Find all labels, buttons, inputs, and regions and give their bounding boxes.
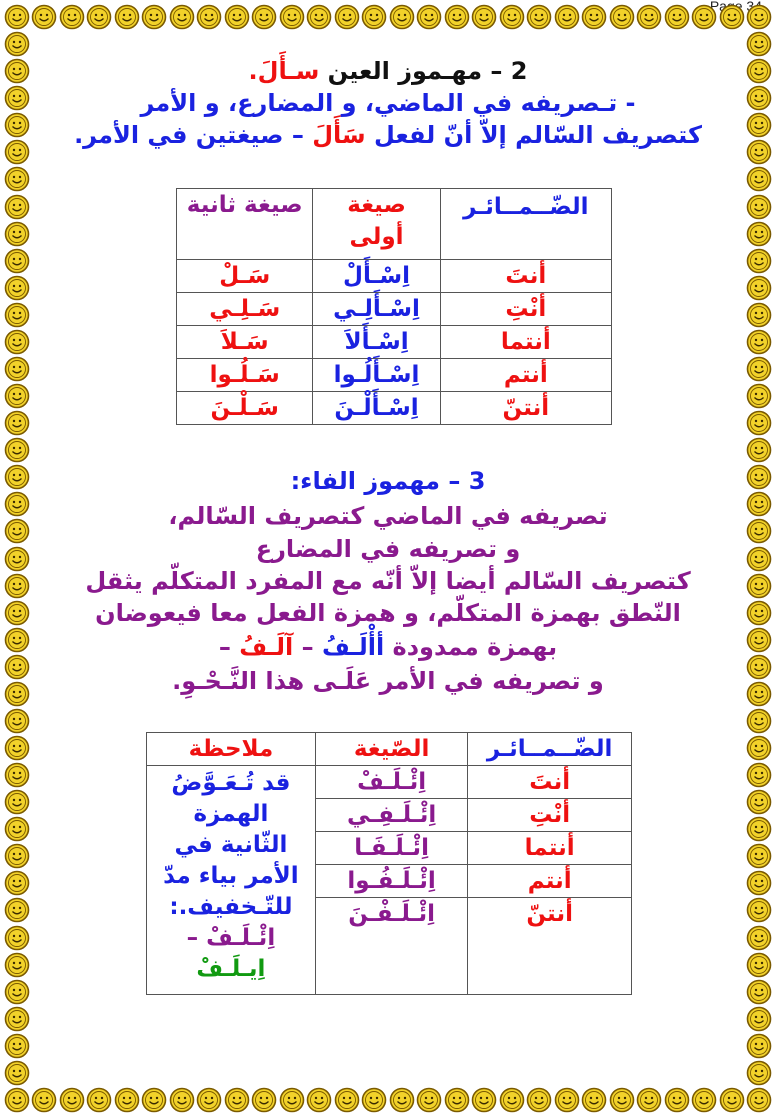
smiley-face-icon bbox=[746, 681, 772, 707]
smiley-face-icon bbox=[746, 979, 772, 1005]
section3-line3: كتصريف السّالم أيضا إلاّ أنّه مع المفرد المتكلّم يثقل bbox=[85, 567, 691, 595]
form1-cell: اِسْـأَلاَ bbox=[313, 326, 440, 359]
pronoun-cell: أنتم bbox=[440, 359, 611, 392]
section3-heading: 3 – مهموز الفاء: bbox=[290, 467, 486, 495]
smiley-face-icon bbox=[4, 735, 30, 761]
smiley-face-icon bbox=[746, 31, 772, 57]
smiley-face-icon bbox=[746, 166, 772, 192]
smiley-face-icon bbox=[746, 464, 772, 490]
smiley-face-icon bbox=[746, 816, 772, 842]
smiley-face-icon bbox=[4, 681, 30, 707]
form-cell: اِئْـلَـفُـوا bbox=[315, 865, 467, 898]
smiley-face-icon bbox=[4, 897, 30, 923]
smiley-face-icon bbox=[746, 383, 772, 409]
form2-cell: سَـلِـي bbox=[177, 293, 313, 326]
smiley-face-icon bbox=[4, 4, 30, 30]
col-pronouns: الضّــمــائـر bbox=[440, 189, 611, 260]
smiley-face-icon bbox=[4, 302, 30, 328]
line3-verb: سَأَلَ bbox=[312, 121, 366, 149]
form-cell: اِئْـلَـفْ bbox=[315, 766, 467, 799]
smiley-face-icon bbox=[4, 194, 30, 220]
smiley-face-icon bbox=[746, 194, 772, 220]
smiley-face-icon bbox=[4, 464, 30, 490]
smiley-face-icon bbox=[4, 221, 30, 247]
smiley-face-icon bbox=[746, 708, 772, 734]
smiley-face-icon bbox=[4, 1087, 30, 1113]
smiley-face-icon bbox=[4, 31, 30, 57]
smiley-face-icon bbox=[746, 437, 772, 463]
smiley-face-icon bbox=[746, 329, 772, 355]
note-line: الهمزة bbox=[193, 801, 269, 827]
form-cell: اِئْـلَـفَـا bbox=[315, 832, 467, 865]
form-cell: اِئْـلَـفْـنَ bbox=[315, 898, 467, 995]
note-cell bbox=[147, 766, 316, 995]
smiley-face-icon bbox=[746, 275, 772, 301]
smiley-face-icon bbox=[4, 518, 30, 544]
pronoun-cell: أنتم bbox=[468, 865, 632, 898]
form1-cell: اِسْـأَلِـي bbox=[313, 293, 440, 326]
pronoun-cell: أنْتِ bbox=[440, 293, 611, 326]
pronoun-cell: أنتما bbox=[468, 832, 632, 865]
section3-line1: تصريفه في الماضي كتصريف السّالم، bbox=[168, 502, 608, 530]
smiley-face-icon bbox=[4, 627, 30, 653]
smiley-face-icon bbox=[4, 789, 30, 815]
col-form-2: صيغة ثانية bbox=[177, 189, 313, 260]
smiley-face-icon bbox=[4, 708, 30, 734]
smiley-face-icon bbox=[746, 789, 772, 815]
note-line: للتّـخفيف.: bbox=[169, 894, 293, 920]
smiley-face-icon bbox=[4, 491, 30, 517]
pronoun-cell: أنتنّ bbox=[440, 392, 611, 425]
smiley-face-icon bbox=[4, 1060, 30, 1086]
smiley-face-icon bbox=[4, 383, 30, 409]
smiley-face-icon bbox=[4, 58, 30, 84]
table-header-row bbox=[147, 733, 632, 766]
line3-text-b: – صيغتين في الأمر. bbox=[74, 121, 313, 149]
note-line: قد تُـعَـوَّضُ bbox=[171, 770, 291, 796]
smiley-face-icon bbox=[746, 491, 772, 517]
table-row bbox=[147, 766, 632, 799]
pronoun-cell: أنْتِ bbox=[468, 799, 632, 832]
heading-text: 2 – مهـموز العين bbox=[319, 57, 528, 85]
smiley-face-icon bbox=[4, 356, 30, 382]
form2-cell: سَـلاَ bbox=[177, 326, 313, 359]
col-pronouns: الضّــمــائـر bbox=[468, 733, 632, 766]
smiley-face-icon bbox=[746, 627, 772, 653]
section3-line2: و تصريفه في المضارع bbox=[255, 535, 521, 563]
line3-text-a: كتصريف السّالم إلاّ أنّ لفعل bbox=[365, 121, 702, 149]
pronoun-cell: أنتَ bbox=[440, 260, 611, 293]
form2-cell: سَـلْـنَ bbox=[177, 392, 313, 425]
col-note: ملاحظة bbox=[147, 733, 316, 766]
smiley-face-icon bbox=[746, 58, 772, 84]
smiley-face-icon bbox=[4, 275, 30, 301]
smiley-face-icon bbox=[4, 952, 30, 978]
form2-cell: سَـلُـوا bbox=[177, 359, 313, 392]
smiley-face-icon bbox=[4, 762, 30, 788]
pronoun-cell: أنتما bbox=[440, 326, 611, 359]
line5-form-b: آلَـفُ bbox=[239, 633, 294, 661]
smiley-face-icon bbox=[4, 1033, 30, 1059]
smiley-face-icon bbox=[746, 248, 772, 274]
smiley-face-icon bbox=[746, 870, 772, 896]
smiley-face-icon bbox=[4, 843, 30, 869]
smiley-face-icon bbox=[4, 410, 30, 436]
note-line: الثّانية في bbox=[174, 832, 288, 858]
smiley-face-icon bbox=[4, 437, 30, 463]
smiley-face-icon bbox=[746, 1087, 772, 1113]
smiley-face-icon bbox=[746, 762, 772, 788]
smiley-face-icon bbox=[4, 248, 30, 274]
col-form: الصّيغة bbox=[315, 733, 467, 766]
smiley-face-icon bbox=[4, 329, 30, 355]
conjugation-table-2 bbox=[146, 732, 632, 995]
note-example-a: اِئْـلَـفْ – bbox=[186, 925, 276, 951]
form1-cell: اِسْـأَلْـنَ bbox=[313, 392, 440, 425]
smiley-face-icon bbox=[746, 1033, 772, 1059]
smiley-face-icon bbox=[746, 1006, 772, 1032]
smiley-face-icon bbox=[746, 843, 772, 869]
smiley-face-icon bbox=[4, 925, 30, 951]
smiley-face-icon bbox=[4, 85, 30, 111]
note-line: الأمر بياء مدّ bbox=[163, 863, 299, 889]
smiley-face-icon bbox=[746, 302, 772, 328]
line5-dash: – bbox=[293, 633, 322, 661]
smiley-face-icon bbox=[4, 166, 30, 192]
smiley-face-icon bbox=[4, 979, 30, 1005]
form1-cell: اِسْـأَلُـوا bbox=[313, 359, 440, 392]
pronoun-cell: أنتَ bbox=[468, 766, 632, 799]
section2-line2: - تـصريفه في الماضي، و المضارع، و الأمر bbox=[140, 89, 636, 117]
section3-line4: النّطق بهمزة المتكلّم، و همزة الفعل معا فيعوضان bbox=[95, 599, 681, 627]
smiley-face-icon bbox=[4, 654, 30, 680]
section3-line5 bbox=[36, 632, 740, 662]
smiley-face-icon bbox=[746, 85, 772, 111]
smiley-face-icon bbox=[746, 221, 772, 247]
smiley-face-icon bbox=[4, 816, 30, 842]
form-cell: اِئْـلَـفِـي bbox=[315, 799, 467, 832]
smiley-face-icon bbox=[746, 654, 772, 680]
form2-cell: سَـلْ bbox=[177, 260, 313, 293]
form1-cell: اِسْـأَلْ bbox=[313, 260, 440, 293]
smiley-face-icon bbox=[4, 1006, 30, 1032]
smiley-face-icon bbox=[746, 356, 772, 382]
smiley-face-icon bbox=[746, 735, 772, 761]
line5-form-a: أأْلَـفُ bbox=[321, 633, 385, 661]
smiley-face-icon bbox=[746, 518, 772, 544]
heading-verb: سـأَلَ. bbox=[248, 57, 320, 85]
smiley-face-icon bbox=[746, 410, 772, 436]
col-form-1: صيغة أولى bbox=[313, 189, 440, 260]
pronoun-cell: أنتنّ bbox=[468, 898, 632, 995]
line5-dash-2: – bbox=[218, 633, 240, 661]
line5-text: بهمزة ممدودة bbox=[384, 633, 558, 661]
smiley-face-icon bbox=[746, 897, 772, 923]
smiley-face-icon bbox=[746, 1060, 772, 1086]
smiley-face-icon bbox=[746, 925, 772, 951]
smiley-face-icon bbox=[4, 870, 30, 896]
section3-line6: و تصريفه في الأمر عَلَـى هذا النَّـحْـوِ. bbox=[172, 667, 604, 695]
smiley-face-icon bbox=[746, 952, 772, 978]
note-example-b: اِيـلَـفْ bbox=[196, 956, 266, 982]
smiley-face-icon bbox=[746, 4, 772, 30]
